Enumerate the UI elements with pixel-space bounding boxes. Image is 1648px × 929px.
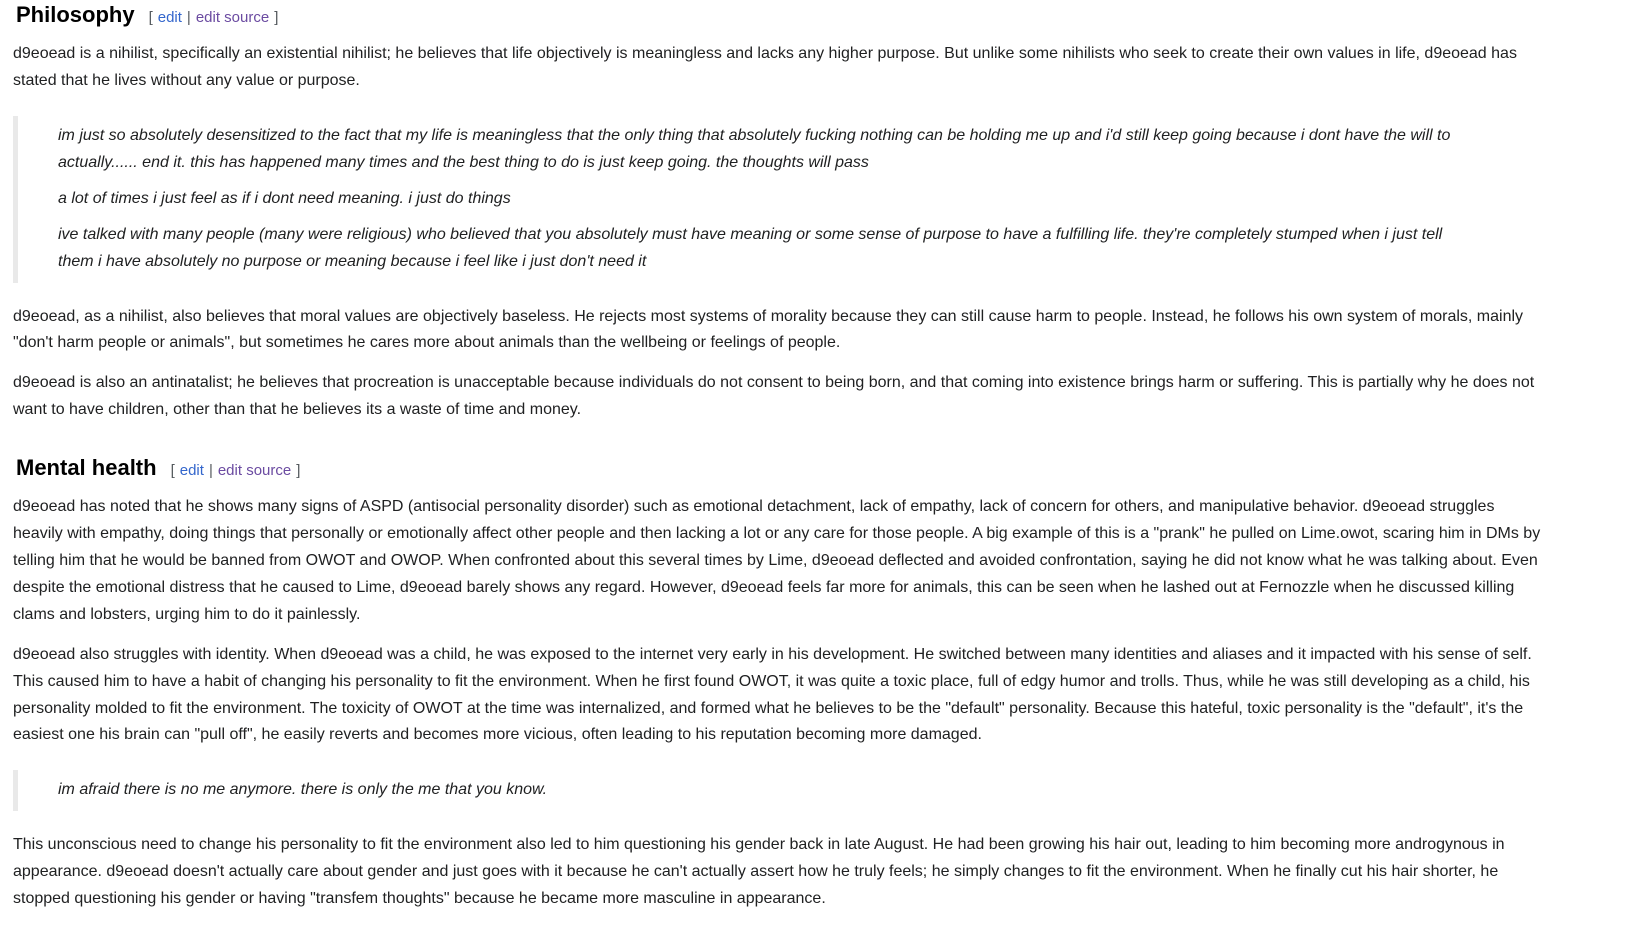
philosophy-heading-title: Philosophy: [16, 2, 135, 27]
paragraph-gender: This unconscious need to change his personality to fit the environment also led to him questioning his gender back in late August. He had been growing his hair out, leading to him becoming more androgynous in appearance. d9eoead doesn't actually care about gender and just goes with it because he can't actually assert how he truly feels; he simply changes to fit the environment. When he finally cut his hair shorter, he stopped questioning his gender or having "transfem thoughts" because he became more masculine in appearance.: [13, 836, 1505, 907]
quote-paragraph-religious-people: ive talked with many people (many were religious) who believed that you absolutely must have meaning or some sense of purpose to have a fulfilling life. they're completely stumped when i just tell them i have absolutely no purpose or meaning because i feel like i just don't need it: [58, 225, 1443, 270]
edit-section-divider: |: [208, 462, 213, 480]
section-mental-health: [13, 455, 1545, 913]
paragraph-identity: d9eoead also struggles with identity. When d9eoead was a child, he was exposed to the internet very early in his development. He switched between many identities and aliases and it impacted with his sense of self. This caused him to have a habit of changing his personality to fit the environment. When he first found OWOT, it was quite a toxic place, full of edgy humor and trolls. Thus, while he was still developing as a child, his personality molded to fit the environment. The toxicity of OWOT at the time was internalized, and formed what he believes to be the "default" personality. Because this hateful, toxic personality is the "default", it's the easiest one his brain can "pull off", he easily reverts and becomes more vicious, often leading to his reputation becoming more damaged.: [13, 645, 1532, 744]
mental-health-edit-source-link[interactable]: edit source: [217, 462, 292, 480]
paragraph-morals: d9eoead, as a nihilist, also believes that moral values are objectively baseless. He rejects most systems of morality because they can still cause harm to people. Instead, he follows his own system of morals, mainly "don't harm people or animals", but sometimes he cares more about animals than the wellbeing or feelings of people.: [13, 307, 1524, 352]
philosophy-quote-block: [13, 116, 1545, 282]
paragraph-nihilism: d9eoead is a nihilist, specifically an existential nihilist; he believes that life objectively is meaningless and lacks any higher purpose. But unlike some nihilists who seek to create their own values in life, d9eoead has stated that he lives without any value or purpose.: [13, 45, 1517, 90]
section-philosophy: [13, 2, 1545, 424]
bracket-open: [: [170, 462, 175, 480]
mental-health-heading: [16, 455, 1545, 481]
philosophy-edit-section: [149, 9, 279, 26]
paragraph-aspd: d9eoead has noted that he shows many signs of ASPD (antisocial personality disorder) such as emotional detachment, lack of empathy, lack of concern for others, and manipulative behavior. d9eoead struggles heavily with empathy, doing things that personally or emotionally affect other people and then lacking a lot or any care for those people. A big example of this is a "prank" he pulled on Lime.owot, scaring him in DMs by telling him that he would be banned from OWOT and OWOP. When confronted about this several times by Lime, d9eoead deflected and avoided confrontation, saying he did not know what he was talking about. Even despite the emotional distress that he caused to Lime, d9eoead barely shows any regard. However, d9eoead feels far more for animals, this can be seen when he lashed out at Fernozzle when he discussed killing clams and lobsters, urging him to do it painlessly.: [13, 498, 1541, 623]
philosophy-edit-link[interactable]: edit: [157, 9, 182, 26]
mental-health-edit-section: [171, 462, 301, 479]
mental-health-edit-link[interactable]: edit: [179, 462, 204, 480]
philosophy-heading: [16, 2, 1545, 28]
philosophy-edit-source-link[interactable]: edit source: [195, 9, 270, 26]
bracket-close: ]: [296, 462, 301, 480]
bracket-close: ]: [274, 9, 279, 26]
mental-health-quote-block: [13, 770, 1545, 811]
quote-paragraph-no-me: im afraid there is no me anymore. there is only the me that you know.: [58, 781, 548, 799]
bracket-open: [: [148, 9, 153, 26]
mental-health-heading-title: Mental health: [16, 455, 157, 481]
quote-paragraph-desensitized: im just so absolutely desensitized to the fact that my life is meaningless that the only thing that absolutely fucking nothing can be holding me up and i'd still keep going because i dont have the will to actually...... end it. this has happened many times and the best thing to do is just keep going. the thoughts will pass: [58, 127, 1451, 172]
paragraph-antinatalism: d9eoead is also an antinatalist; he believes that procreation is unacceptable because individuals do not consent to being born, and that coming into existence brings harm or suffering. This is partially why he does not want to have children, other than that he believes its a waste of time and money.: [13, 374, 1535, 419]
quote-paragraph-no-meaning: a lot of times i just feel as if i dont need meaning. i just do things: [58, 189, 511, 207]
edit-section-divider: |: [186, 9, 191, 26]
